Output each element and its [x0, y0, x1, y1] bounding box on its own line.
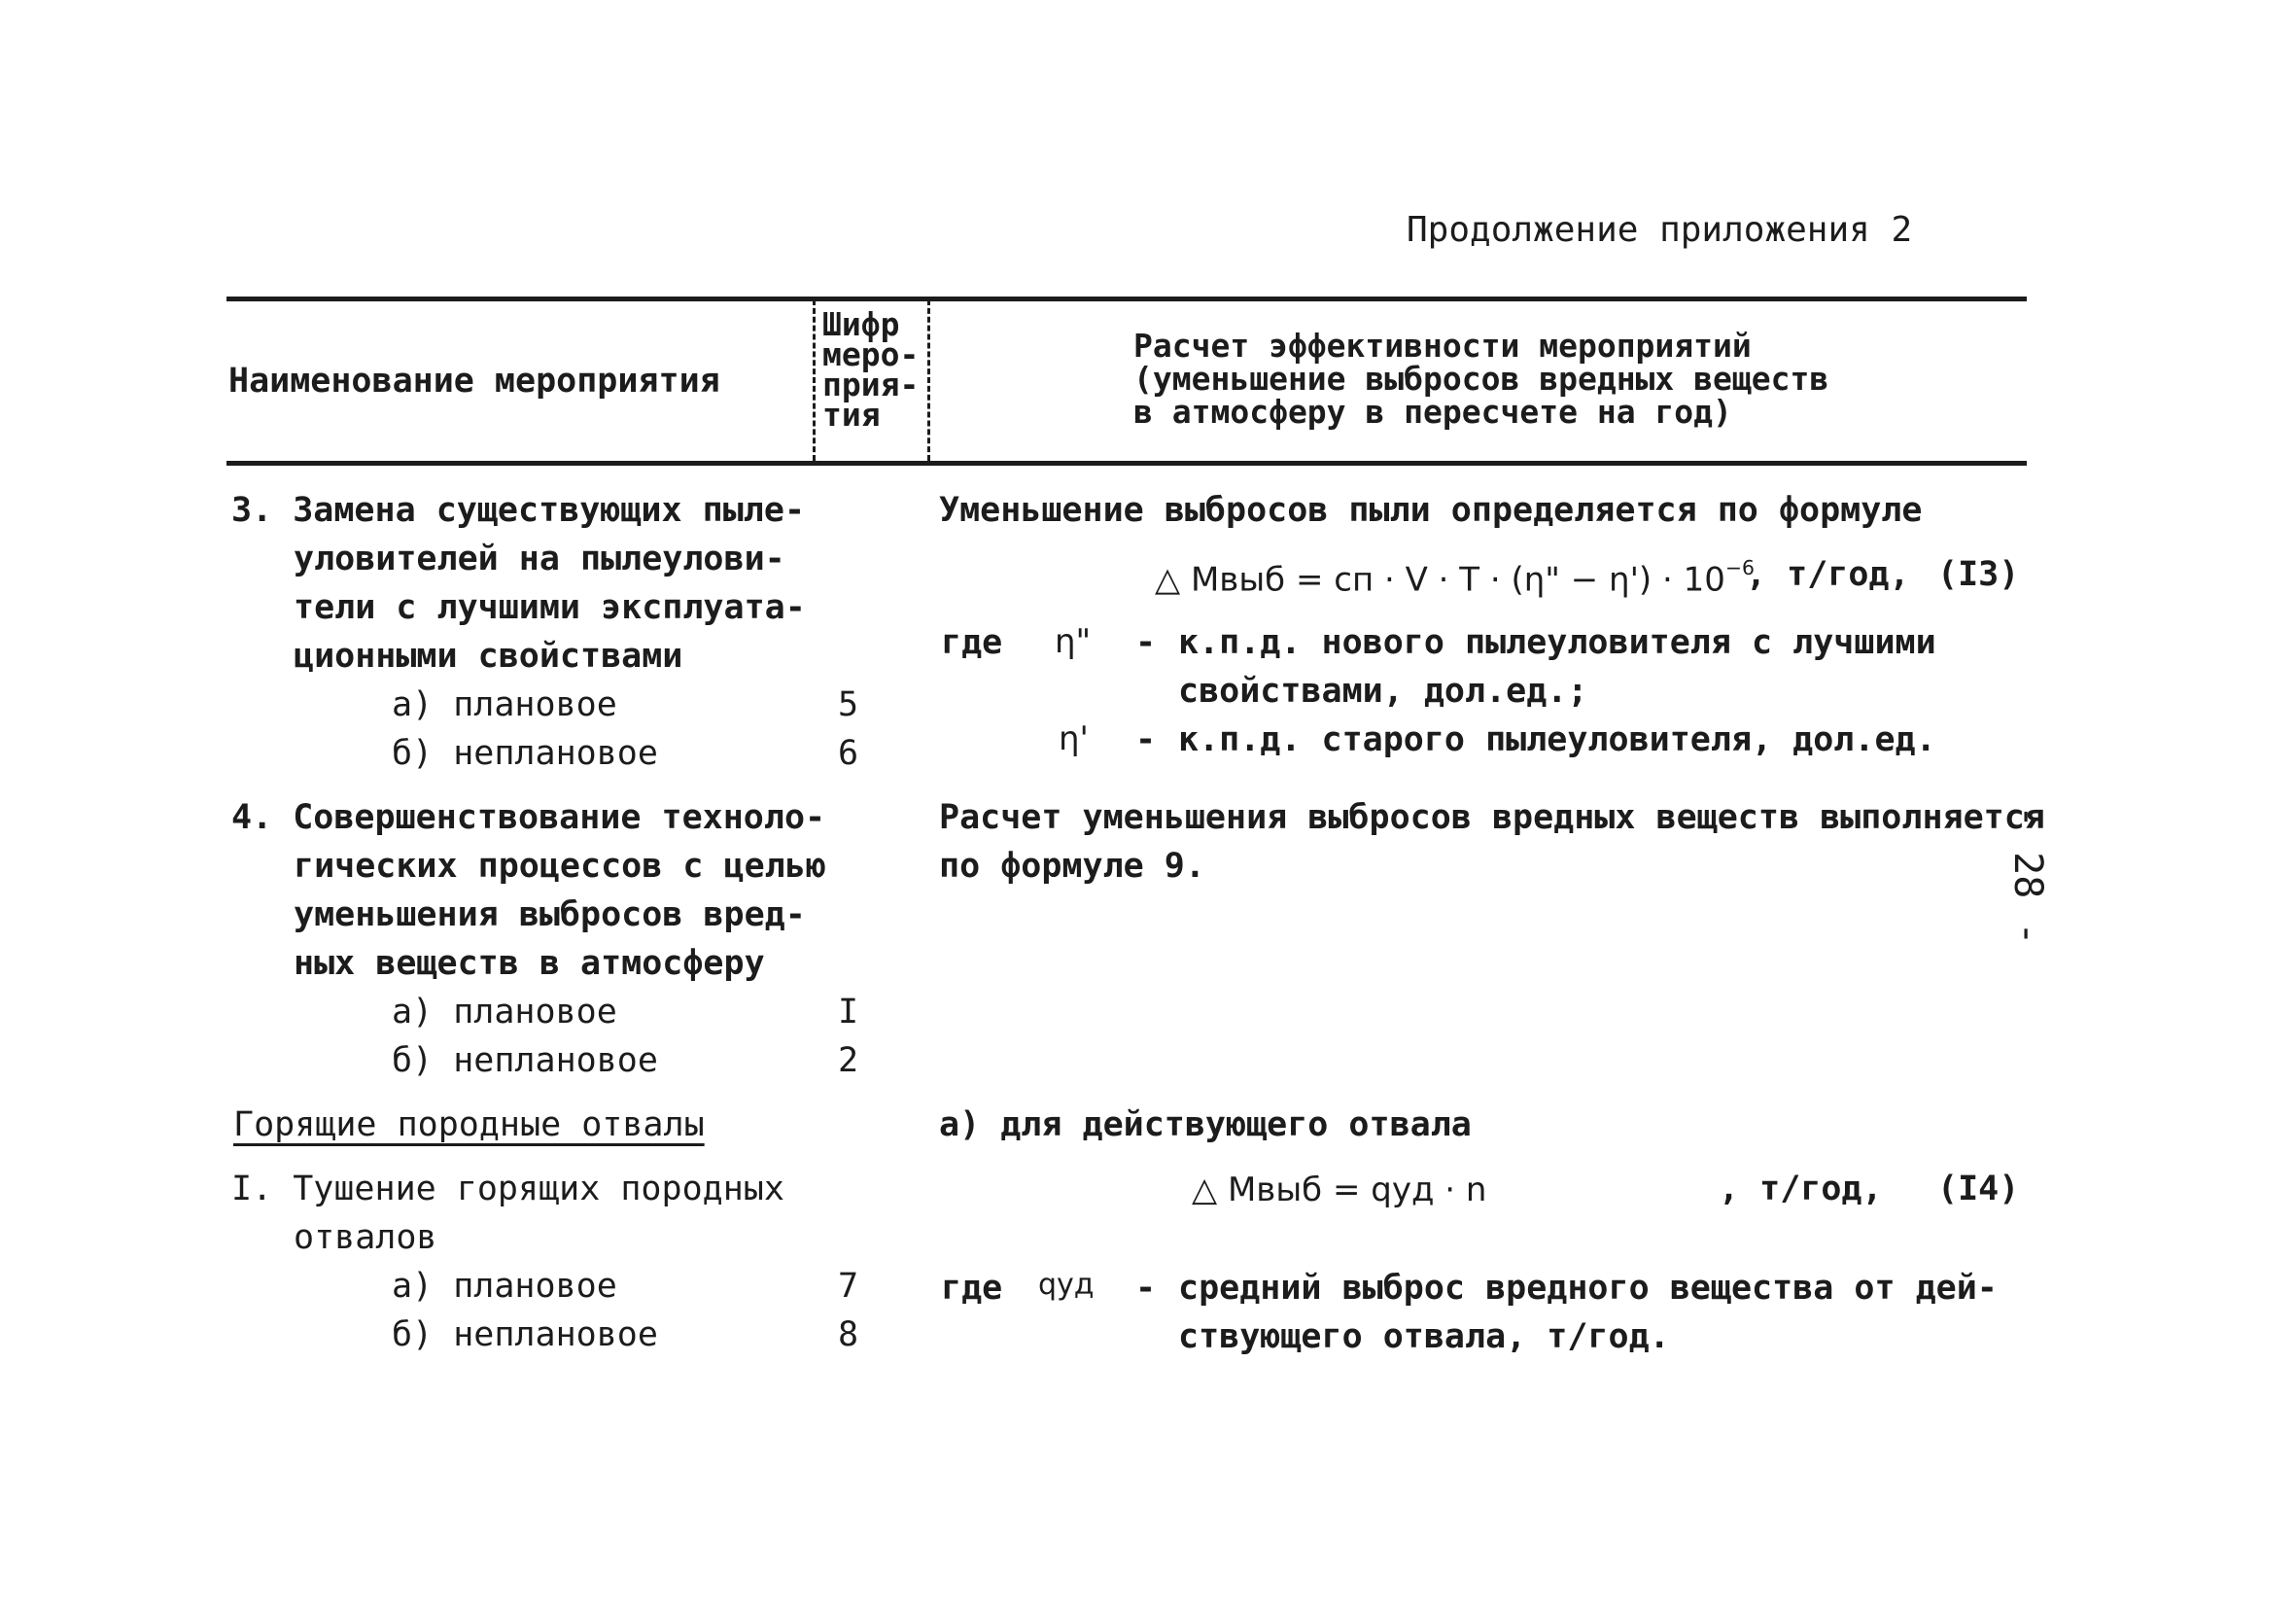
eta-new-symbol: η": [1055, 622, 1092, 661]
eta-old-definition: к.п.д. старого пылеуловителя, дол.ед.: [1178, 720, 1936, 759]
header-col-code: Шифр меро- прия- тия: [822, 305, 920, 434]
item3-code-b: 6: [838, 734, 859, 773]
item1-where: где: [941, 1269, 1003, 1308]
formula-13: △ Mвыб = cп · V · T · (η" − $\eta') \cdot 10^{-6}$: [1155, 556, 1755, 600]
eta-new-dash: -: [1135, 623, 1157, 662]
item4-sub-b: б) неплановое: [392, 1041, 658, 1080]
q-ud-symbol: qуд: [1038, 1268, 1095, 1302]
item3-where: где: [941, 623, 1003, 662]
section-calc-case: а) для действующего отвала: [939, 1105, 1472, 1144]
item3-sub-a: а) плановое: [392, 685, 617, 724]
q-ud-definition: средний выброс вредного вещества от дей- ствующего отвала, т/год.: [1178, 1269, 1998, 1356]
item4-code-b: 2: [838, 1041, 859, 1080]
item1-title: I. Тушение горящих породных отвалов: [231, 1170, 784, 1257]
formula-14-number: (I4): [1937, 1170, 2020, 1208]
item1-sub-b: б) неплановое: [392, 1315, 658, 1354]
header-col-name: Наименование мероприятия: [228, 362, 720, 401]
item3-code-a: 5: [838, 685, 859, 724]
item4-sub-a: а) плановое: [392, 993, 617, 1031]
item1-sub-a: а) плановое: [392, 1267, 617, 1306]
item4-title: 4. Совершенствование техноло- гических процессов с целью уменьшения выбросов вред- ных веществ в атмосферу: [231, 798, 826, 983]
table-header-rule: [226, 461, 2027, 466]
item3-sub-b: б) неплановое: [392, 734, 658, 773]
page-number: - 28 -: [2005, 805, 2050, 946]
column-divider-left: [813, 299, 816, 461]
formula-14: △ Mвыб = qуд · n: [1192, 1171, 1487, 1209]
eta-old-symbol: η': [1059, 719, 1089, 758]
item1-code-a: 7: [838, 1267, 859, 1306]
item1-code-b: 8: [838, 1315, 859, 1354]
item3-calc-intro: Уменьшение выбросов пыли определяется по формуле: [939, 491, 1923, 530]
item4-code-a: I: [838, 993, 859, 1031]
section-title: Горящие породные отвалы: [233, 1105, 705, 1144]
formula-13-unit: , т/год,: [1746, 555, 1910, 594]
formula-13-number: (I3): [1937, 555, 2020, 594]
formula-14-unit: , т/год,: [1719, 1170, 1883, 1208]
table-top-rule: [226, 297, 2027, 301]
item3-title: 3. Замена существующих пыле- уловителей на пылеулови- тели с лучшими эксплуата- ционными свойствами: [231, 491, 806, 676]
eta-new-definition: к.п.д. нового пылеуловителя с лучшими свойствами, дол.ед.;: [1178, 623, 1936, 711]
item4-calc: Расчет уменьшения выбросов вредных веществ выполняется по формуле 9.: [939, 798, 2045, 886]
header-col-calc: Расчет эффективности мероприятий (уменьшение выбросов вредных веществ в атмосферу в пересчете на год): [1133, 327, 1829, 431]
continuation-heading: Продолжение приложения 2: [1407, 210, 1913, 250]
eta-old-dash: -: [1135, 720, 1157, 759]
column-divider-right: [927, 299, 930, 461]
q-ud-dash: -: [1135, 1269, 1157, 1308]
